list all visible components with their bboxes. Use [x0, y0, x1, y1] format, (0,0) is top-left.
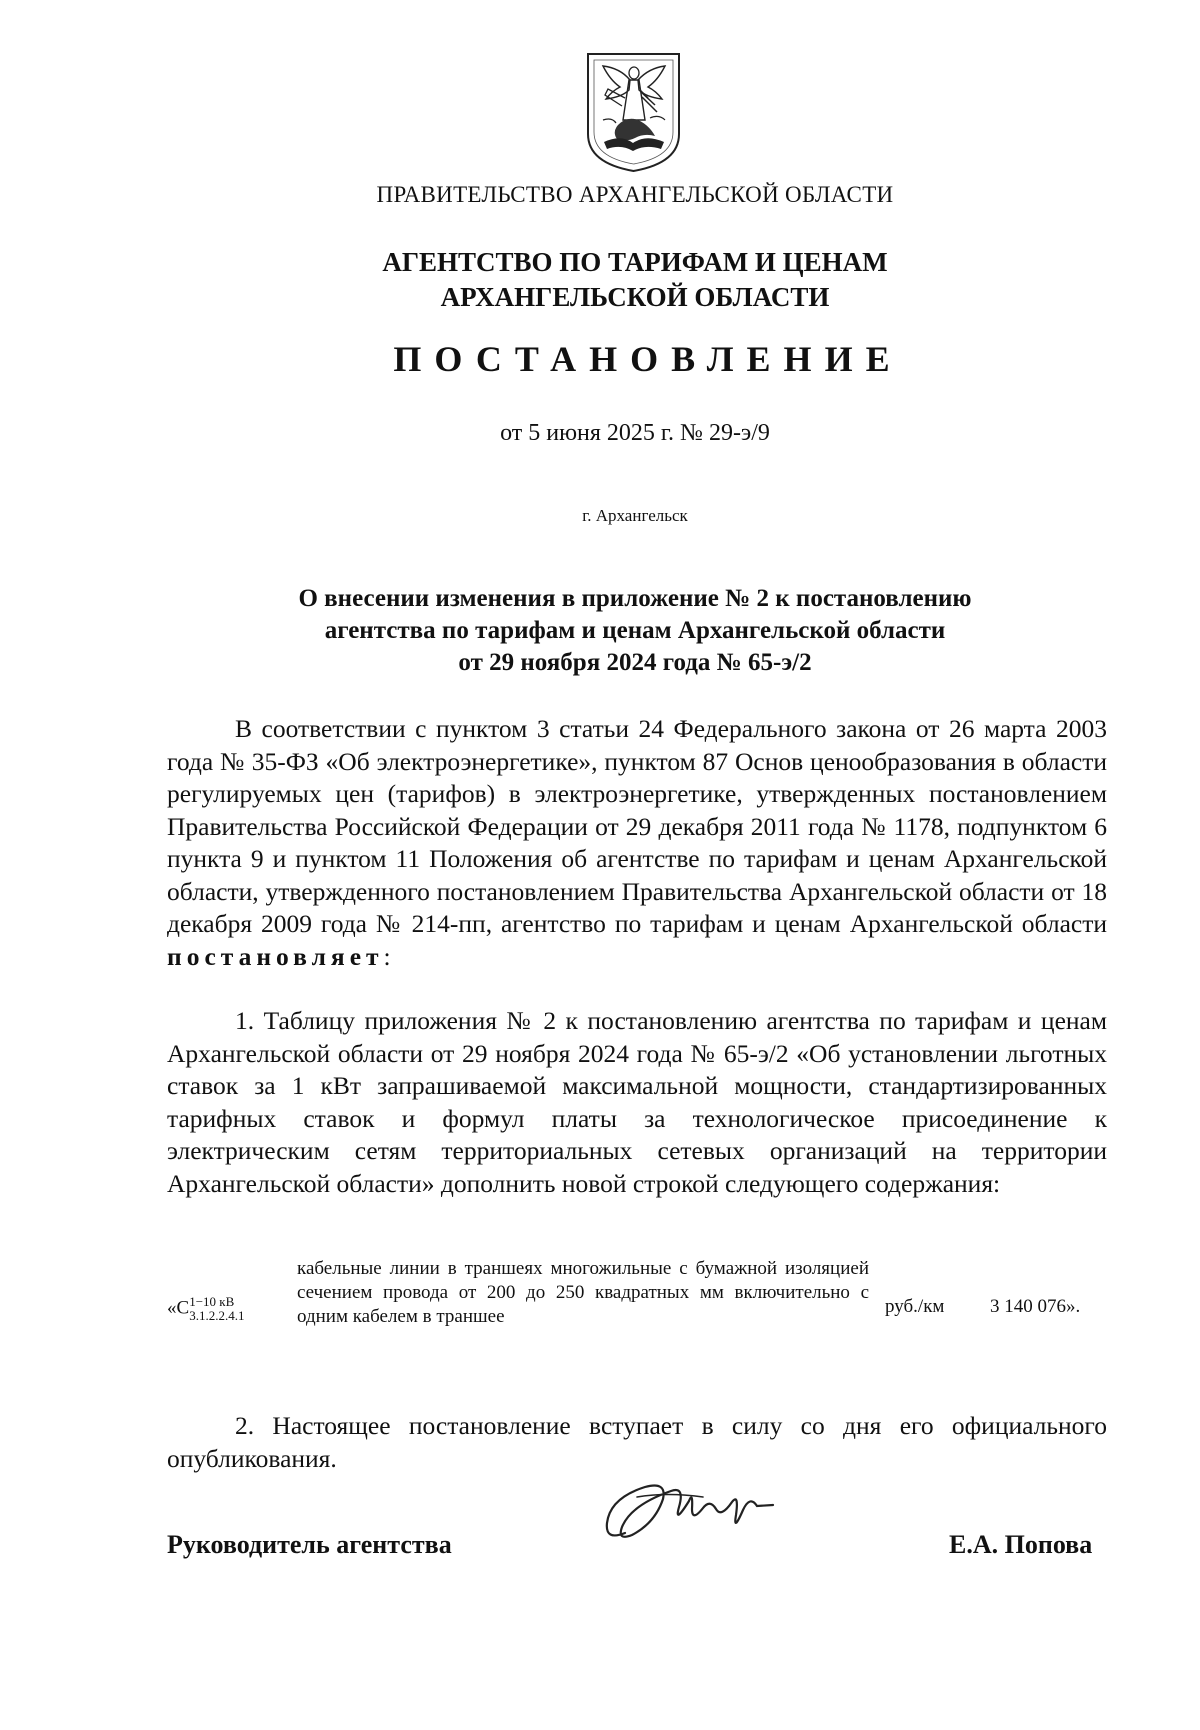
row-unit: руб./км: [885, 1296, 945, 1317]
row-code-prefix: «C: [167, 1297, 190, 1319]
agency-name: [0, 245, 1200, 315]
row-value: 3 140 076».: [990, 1296, 1081, 1317]
agency-line-1: АГЕНТСТВО ПО ТАРИФАМ И ЦЕНАМ: [382, 247, 888, 277]
preamble-end: :: [383, 941, 391, 971]
subject-line-3: от 29 ноября 2024 года № 65-э/2: [458, 649, 812, 676]
signer-name: Е.А. Попова: [949, 1530, 1093, 1559]
row-code-superscript: 1−10 кВ: [189, 1294, 235, 1309]
table-row: [167, 1257, 1107, 1377]
row-code: [167, 1295, 297, 1323]
decree-word: постановляет: [167, 941, 384, 971]
document-type-title: ПОСТАНОВЛЕНИЕ: [393, 339, 903, 379]
handwritten-signature-icon: [597, 1475, 785, 1549]
item-2-paragraph: 2. Настоящее постановление вступает в силу со дня его официального опубликования.: [167, 1411, 1107, 1473]
preamble-paragraph: [167, 713, 1107, 973]
document-date-number: от 5 июня 2025 г. № 29-э/9: [500, 420, 770, 446]
document-subject: [0, 583, 1200, 679]
document-city: г. Архангельск: [582, 506, 688, 525]
row-code-subscript: 3.1.2.2.4.1: [189, 1308, 245, 1323]
row-description: кабельные линии в траншеях многожильные с бумажной изоляцией сечением провода от 200 до 250 квадратных мм включительно с одним кабелем в траншее: [297, 1258, 869, 1327]
government-name: ПРАВИТЕЛЬСТВО АРХАНГЕЛЬСКОЙ ОБЛАСТИ: [376, 182, 894, 207]
subject-line-2: агентства по тарифам и ценам Архангельской области: [324, 617, 946, 644]
signer-title: Руководитель агентства: [167, 1530, 452, 1559]
preamble-text: В соответствии с пунктом 3 статьи 24 Федерального закона от 26 марта 2003 года № 35-ФЗ «Об электроэнергетике», пунктом 87 Основ ценообразования в области регулируемых цен (тарифов) в электроэнергетике, утвержденных постановлением Правительства Российской Федерации от 29 декабря 2011 года № 1178, подпунктом 6 пункта 9 и пунктом 11 Положения об агентстве по тарифам и ценам Архангельской области, утвержденного постановлением Правительства Архангельской области от 18 декабря 2009 года № 214-пп, агентство по тарифам и ценам Архангельской области: [167, 714, 1107, 938]
agency-line-2: АРХАНГЕЛЬСКОЙ ОБЛАСТИ: [440, 282, 830, 312]
subject-line-1: О внесении изменения в приложение № 2 к постановлению: [298, 585, 972, 612]
item-1-paragraph: 1. Таблицу приложения № 2 к постановлению агентства по тарифам и ценам Архангельской области от 29 ноября 2024 года № 65-э/2 «Об установлении льготных ставок за 1 кВт запрашиваемой максимальной мощности, стандартизированных тарифных ставок и формул платы за технологическое присоединение к электрическим сетям территориальных сетевых организаций на территории Архангельской области» дополнить новой строкой следующего содержания:: [167, 1006, 1107, 1198]
coat-of-arms-icon: [582, 50, 685, 175]
signature-block: [0, 1530, 1200, 1730]
